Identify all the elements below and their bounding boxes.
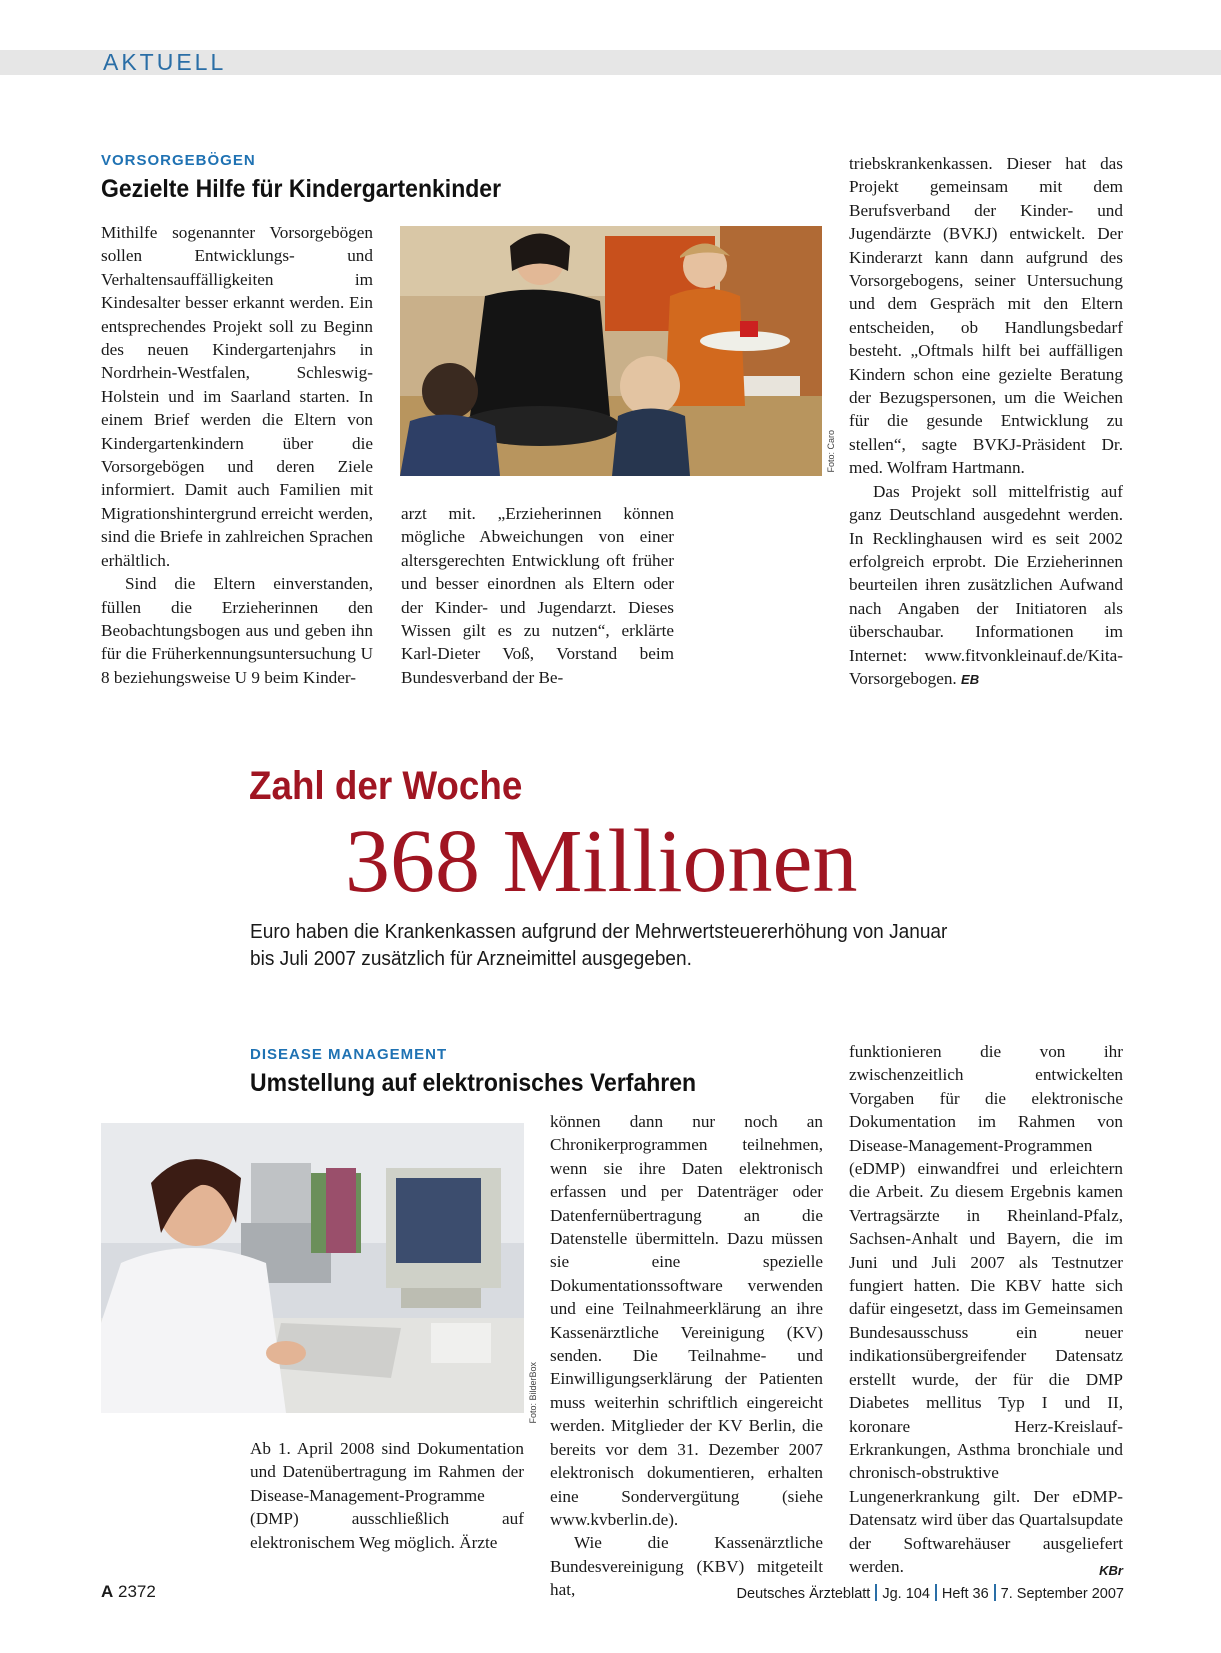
zahl-der-woche-text: Euro haben die Krankenkassen aufgrund der Mehrwertsteuererhöhung von Januar bis Juli 2007 zusätzlich für Arzneimittel ausgegeben. bbox=[250, 920, 948, 970]
article1-col3-paragraph bbox=[849, 480, 1123, 692]
journal-date: 7. September 2007 bbox=[1000, 1586, 1124, 1602]
page-number-value: 2372 bbox=[118, 1582, 156, 1601]
page-prefix: A bbox=[101, 1582, 114, 1601]
article2-signature: KBr bbox=[1099, 1562, 1123, 1578]
footer-separator bbox=[935, 1584, 937, 1601]
computer-workplace-photo-credit: Foto: BilderBox bbox=[528, 1362, 538, 1424]
footer-separator bbox=[994, 1584, 996, 1601]
journal-issue: Heft 36 bbox=[941, 1586, 989, 1602]
zahl-der-woche-title: Zahl der Woche bbox=[249, 764, 523, 808]
article2-col2-paragraph: können dann nur noch an Chronikerprogrammen teilnehmen, wenn sie ihre Daten elektronisch erfassen und per Datenträger oder Datenfernübertragung an die Datenstelle übermitteln. Dazu müssen sie eine spezielle Dokumentationssoftware verwenden und eine Teilnahmeerklärung an ihre Kassenärztliche Vereinigung (KV) senden. Die Teilnahme- und Einwilligungserklärung der Patienten muss weiterhin schriftlich eingereicht werden. Mitglieder der KV Berlin, die bereits vor dem 31. Dezember 2007 elektronisch dokumentieren, erhalten eine Sondervergütung (siehe www.kvberlin.de). bbox=[550, 1112, 823, 1529]
section-label: AKTUELL bbox=[103, 49, 227, 75]
article1-column-3 bbox=[849, 152, 1123, 691]
zahl-der-woche-number: 368 Millionen bbox=[345, 812, 858, 911]
article2-kicker: DISEASE MANAGEMENT bbox=[250, 1046, 448, 1063]
article1-title: Gezielte Hilfe für Kindergartenkinder bbox=[101, 175, 502, 203]
article2-col3-text: funktionieren die von ihr zwischenzeitlich entwickelten Vorgaben für die elektronische Dokumentation im Rahmen von Disease-Management-Programmen (eDMP) einwandfrei und erleichtern die Arbeit. Zu diesem Ergebnis kamen Vertragsärzte in Rheinland-Pfalz, Sachsen-Anhalt und Bayern, die im Juni und Juli 2007 als Testnutzer fungiert hatten. Die KBV hatte sich dafür eingesetzt, dass im Gemeinsamen Bundesausschuss ein neuer indikationsübergreifender Datensatz erstellt wurde, der für die DMP Diabetes mellitus Typ I und II, koronare Herz-Kreislauf-Erkrankungen, Asthma bronchiale und chronisch-obstruktive Lungenerkrankung gilt. Der eDMP-Datensatz wird über das Quartalsupdate der Softwarehäuser ausgeliefert werden. bbox=[849, 1042, 1123, 1576]
journal-footer bbox=[737, 1584, 1124, 1602]
journal-volume: Jg. 104 bbox=[882, 1586, 930, 1602]
kindergarten-photo bbox=[400, 226, 822, 476]
article1-col3-paragraph: triebskrankenkassen. Dieser hat das Projekt gemeinsam mit dem Berufsverband der Kinder- und Jugendärzte (BVKJ) entwickelt. Der Kinderarzt kann dann aufgrund des Vorsorgebogens, seiner Untersuchung und dem Gespräch mit den Eltern entscheiden, ob Handlungsbedarf besteht. „Oftmals hilft bei auffälligen Kindern schon eine gezielte Beratung der Bezugspersonen, um die Weichen für die gesunde Entwicklung zu stellen“, sagte BVKJ-Präsident Dr. med. Wolfram Hartmann. bbox=[849, 154, 1123, 478]
article2-column-1 bbox=[250, 1437, 524, 1554]
article1-col2-paragraph: arzt mit. „Erzieherinnen können mögliche Abweichungen von einer altersgerechten Entwicklung oft früher und besser einordnen als Eltern oder der Kinder- und Jugendarzt. Dieses Wissen gilt es zu nutzen“, erklärte Karl-Dieter Voß, Vorstand beim Bundesverband der Be- bbox=[401, 504, 674, 687]
article1-column-1 bbox=[101, 221, 373, 689]
footer-separator bbox=[875, 1584, 877, 1601]
page-number bbox=[101, 1582, 156, 1602]
computer-workplace-photo bbox=[101, 1123, 524, 1413]
article1-col1-paragraph: Mithilfe sogenannter Vorsorgebögen sollen Entwicklungs- und Verhaltensauffälligkeiten im Kindesalter besser erkannt werden. Ein entsprechendes Projekt soll zu Beginn des neuen Kindergartenjahrs in Nordrhein-Westfalen, Schleswig-Holstein und im Saarland starten. In einem Brief werden die Eltern von Kindergartenkindern über die Vorsorgebögen und deren Ziele informiert. Damit auch Familien mit Migrationshintergrund erreicht werden, sind die Briefe in zahlreichen Sprachen erhältlich. bbox=[101, 223, 373, 570]
article1-col3-text: Das Projekt soll mittelfristig auf ganz Deutschland ausgedehnt werden. In Recklinghausen wird es seit 2002 erfolgreich erprobt. Die Erzieherinnen beurteilen ihren zusätzlichen Aufwand nach Angaben der Initiatoren als überschaubar. Informationen im Internet: www.fitvonkleinauf.de/Kita-Vorsorgebogen. bbox=[849, 481, 1123, 688]
article2-col1-paragraph: Ab 1. April 2008 sind Dokumentation und Datenübertragung im Rahmen der Disease-Management-Programme (DMP) ausschließlich auf elektronischem Weg möglich. Ärzte bbox=[250, 1439, 524, 1552]
journal-name: Deutsches Ärzteblatt bbox=[736, 1586, 871, 1602]
article2-col3-paragraph bbox=[849, 1040, 1123, 1578]
kindergarten-photo-credit: Foto: Caro bbox=[826, 430, 836, 473]
article1-column-2 bbox=[401, 502, 674, 689]
article1-kicker: VORSORGEBÖGEN bbox=[101, 152, 256, 169]
article2-title: Umstellung auf elektronisches Verfahren bbox=[250, 1069, 697, 1097]
article2-col2-paragraph: Wie die Kassenärztliche Bundesvereinigung (KBV) mitgeteilt hat, bbox=[550, 1533, 823, 1600]
article1-signature: EB bbox=[961, 671, 980, 687]
article2-column-2 bbox=[550, 1110, 823, 1602]
article1-col1-paragraph: Sind die Eltern einverstanden, füllen die Erzieherinnen den Beobachtungsbogen aus und geben ihn für die Früherkennungsuntersuchung U 8 beziehungsweise U 9 beim Kinder- bbox=[101, 574, 373, 687]
article2-column-3 bbox=[849, 1040, 1123, 1582]
